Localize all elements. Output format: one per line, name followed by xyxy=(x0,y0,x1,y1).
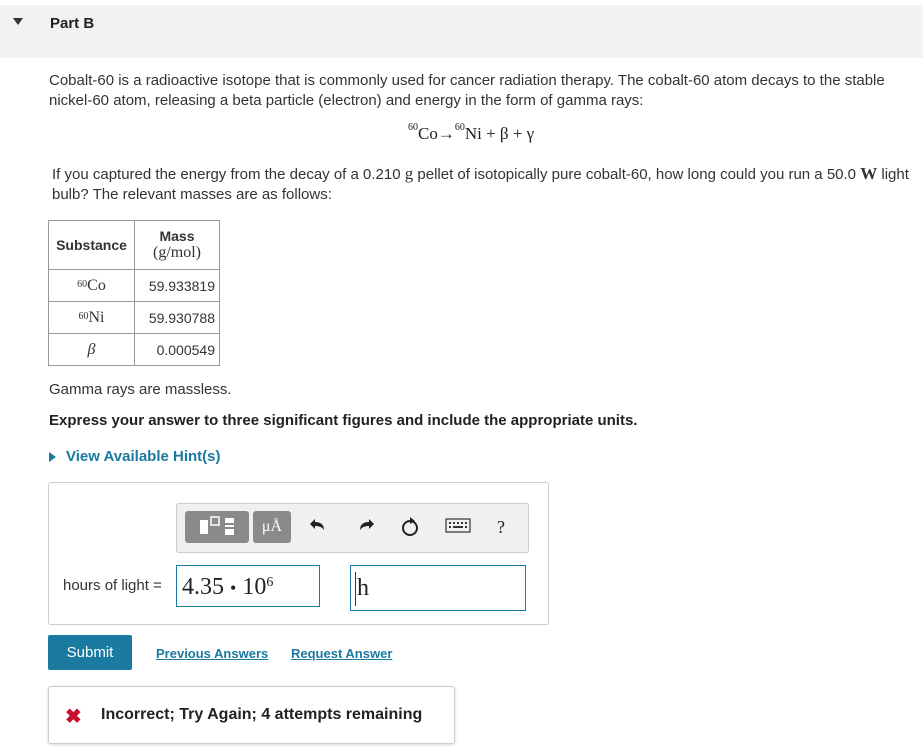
submit-button[interactable]: Submit xyxy=(48,635,132,670)
previous-answers-link[interactable]: Previous Answers xyxy=(156,646,269,661)
answer-unit-input[interactable]: h xyxy=(350,565,526,611)
answer-value-input[interactable]: 4.35 • $10^6$ xyxy=(176,565,320,607)
feedback-box xyxy=(48,686,455,744)
table-row: $^{60}$Ni 59.930788 xyxy=(49,302,220,334)
keyboard-icon[interactable] xyxy=(445,516,471,539)
problem-intro: Cobalt-60 is a radioactive isotope that is commonly used for cancer radiation therapy. The cobalt-60 atom decays to the stable nickel-60 atom, releasing a beta particle (electron) and energy in the form of gamma rays: xyxy=(49,72,885,109)
units-button[interactable]: μÅ xyxy=(253,511,291,543)
feedback-text: Incorrect; Try Again; 4 attempts remaining xyxy=(101,706,423,723)
problem-question: If you captured the energy from the decay of a 0.210 g pellet of isotopically pure cobalt-60, how long could you run a 50.0 W light bulb? The relevant masses are as follows: xyxy=(52,164,909,203)
templates-icon xyxy=(185,511,249,543)
expand-triangle-icon xyxy=(49,452,56,462)
answer-panel xyxy=(48,482,549,625)
undo-icon[interactable] xyxy=(309,516,327,539)
reset-icon[interactable] xyxy=(399,516,421,543)
collapse-caret-icon[interactable] xyxy=(13,18,23,25)
decay-equation: $^{60}$Co→$^{60}$Ni + β + γ xyxy=(408,122,535,143)
part-title: Part B xyxy=(50,15,95,32)
gamma-note: Gamma rays are massless. xyxy=(49,381,232,398)
templates-button[interactable] xyxy=(185,511,249,543)
part-header[interactable] xyxy=(0,5,923,58)
table-header-mass: Mass (g/mol) xyxy=(135,221,220,270)
table-row: β 0.000549 xyxy=(49,334,220,366)
answer-instruction: Express your answer to three significant figures and include the appropriate units. xyxy=(49,412,638,429)
help-icon[interactable]: ? xyxy=(497,517,505,537)
table-header-substance: Substance xyxy=(49,221,135,270)
answer-label: hours of light = xyxy=(63,577,162,594)
table-row: $^{60}$Co 59.933819 xyxy=(49,270,220,302)
redo-icon[interactable] xyxy=(357,516,375,539)
view-hints-link[interactable]: View Available Hint(s) xyxy=(49,448,221,465)
incorrect-icon: ✖ xyxy=(65,706,82,728)
mass-table xyxy=(48,220,220,366)
request-answer-link[interactable]: Request Answer xyxy=(291,646,393,661)
math-toolbar xyxy=(176,503,529,553)
